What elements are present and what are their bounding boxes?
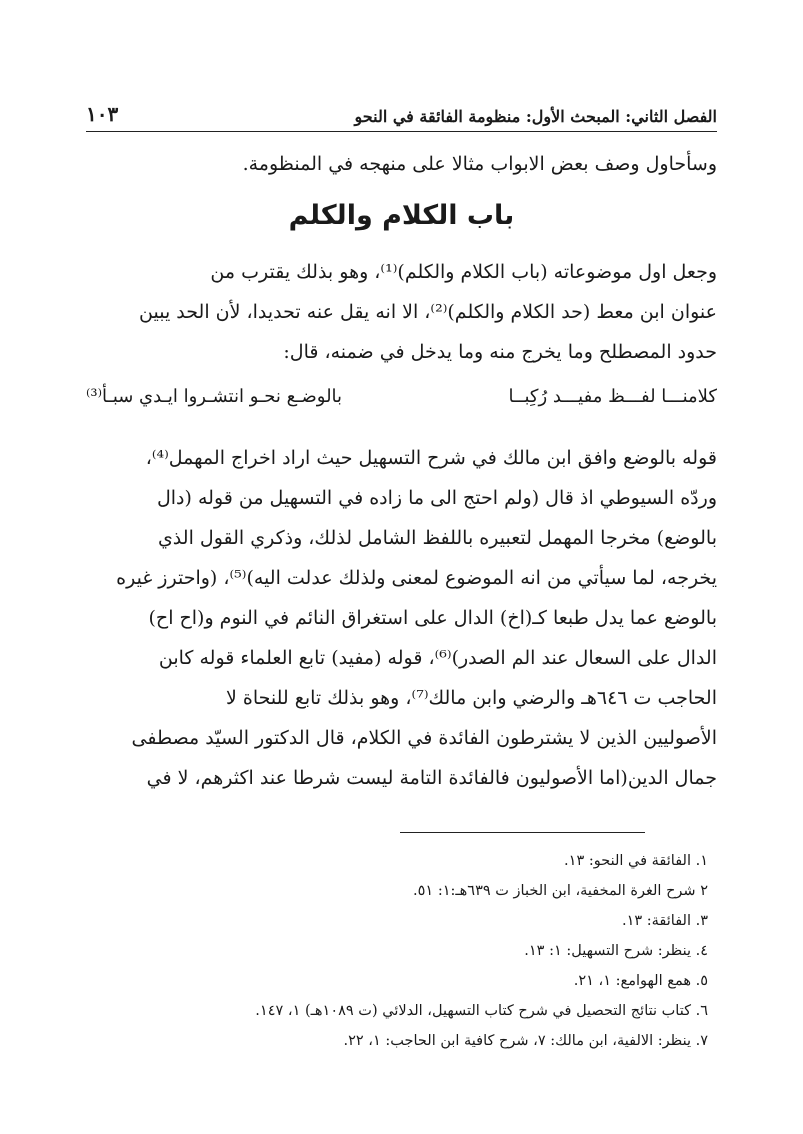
verse <box>86 386 717 426</box>
paragraph-2-line: الحاجب ت ٦٤٦هـ والرضي وابن مالك⁽⁷⁾، وهو بذلك تابع للنحاة لا <box>225 687 717 709</box>
footnote-3: ٣. الفائقة: ١٣. <box>621 913 708 929</box>
footnote-1: ١. الفائقة في النحو: ١٣. <box>564 853 708 869</box>
verse-first-hemistich: كلامنـــا لفـــظ مفيـــد رُكِبــا <box>508 386 717 407</box>
header-rule <box>86 131 717 132</box>
paragraph-2-line: الأصوليين الذين لا يشترطون الفائدة في الكلام، قال الدكتور السيّد مصطفى <box>131 727 717 749</box>
intro-text <box>86 144 717 184</box>
verse-second-hemistich: بالوضـع نحـو انتشـروا ايـدي سبـأ⁽³⁾ <box>86 386 343 407</box>
paragraph-2-line: بالوضع عما يدل طبعا كـ(اخ) الدال على استغراق النائم في النوم و(اح اح) <box>148 607 717 629</box>
paragraph-2-line: الدال على السعال عند الم الصدر)⁽⁶⁾، قوله (مفيد) تابع العلماء قوله كابن <box>158 647 717 669</box>
footnotes <box>255 846 708 1056</box>
running-header <box>86 92 717 126</box>
footnote-2: ٢ شرح الغرة المخفية، ابن الخباز ت ٦٣٩هـ:١: ٥١. <box>413 883 708 899</box>
footnote-6: ٦. كتاب نتائج التحصيل في شرح كتاب التسهيل، الدلائي (ت ١٠٨٩هـ) ١، ١٤٧. <box>255 1003 708 1019</box>
footnote-4: ٤. ينظر: شرح التسهيل: ١: ١٣. <box>524 943 708 959</box>
paragraph-2-line: جمال الدين(اما الأصوليون فالفائدة التامة ليست شرطا عند اكثرهم، لا في <box>146 767 717 789</box>
paragraph-2 <box>86 438 717 798</box>
footnote-7: ٧. ينظر: الالفية، ابن مالك: ٧، شرح كافية ابن الحاجب: ١، ٢٢. <box>343 1033 708 1049</box>
paragraph-1-line: حدود المصطلح وما يخرج منه وما يدخل في ضمنه، قال: <box>283 341 717 363</box>
paragraph-2-line: وردّه السيوطي اذ قال (ولم احتج الى ما زاده في التسهيل من قوله (دال <box>156 487 717 509</box>
section-heading: باب الكلام والكلم <box>288 200 515 231</box>
page-number: ١٠٣ <box>86 102 119 126</box>
paragraph-1 <box>86 252 717 372</box>
footnote-5: ٥. همع الهوامع: ١، ٢١. <box>573 973 708 989</box>
paragraph-2-line: يخرجه، لما سيأتي من انه الموضوع لمعنى ولذلك عدلت اليه)⁽⁵⁾، (واحترز غيره <box>116 567 717 589</box>
intro-line: وسأحاول وصف بعض الابواب مثالا على منهجه في المنظومة. <box>242 153 717 175</box>
footnote-rule <box>400 832 645 833</box>
header-title: الفصل الثاني: المبحث الأول: منظومة الفائقة في النحو <box>354 107 717 126</box>
paragraph-2-line: بالوضع) مخرجا المهمل لتعبيره باللفظ الشامل لذلك، وذكري القول الذي <box>157 527 717 549</box>
paragraph-2-line: قوله بالوضع وافق ابن مالك في شرح التسهيل حيث اراد اخراج المهمل⁽⁴⁾، <box>145 447 717 469</box>
paragraph-1-line: عنوان ابن معط (حد الكلام والكلم)⁽²⁾، الا انه يقل عنه تحديدا، لأن الحد يبين <box>139 301 717 323</box>
paragraph-1-line: وجعل اول موضوعاته (باب الكلام والكلم)⁽¹⁾، وهو بذلك يقترب من <box>210 261 717 283</box>
